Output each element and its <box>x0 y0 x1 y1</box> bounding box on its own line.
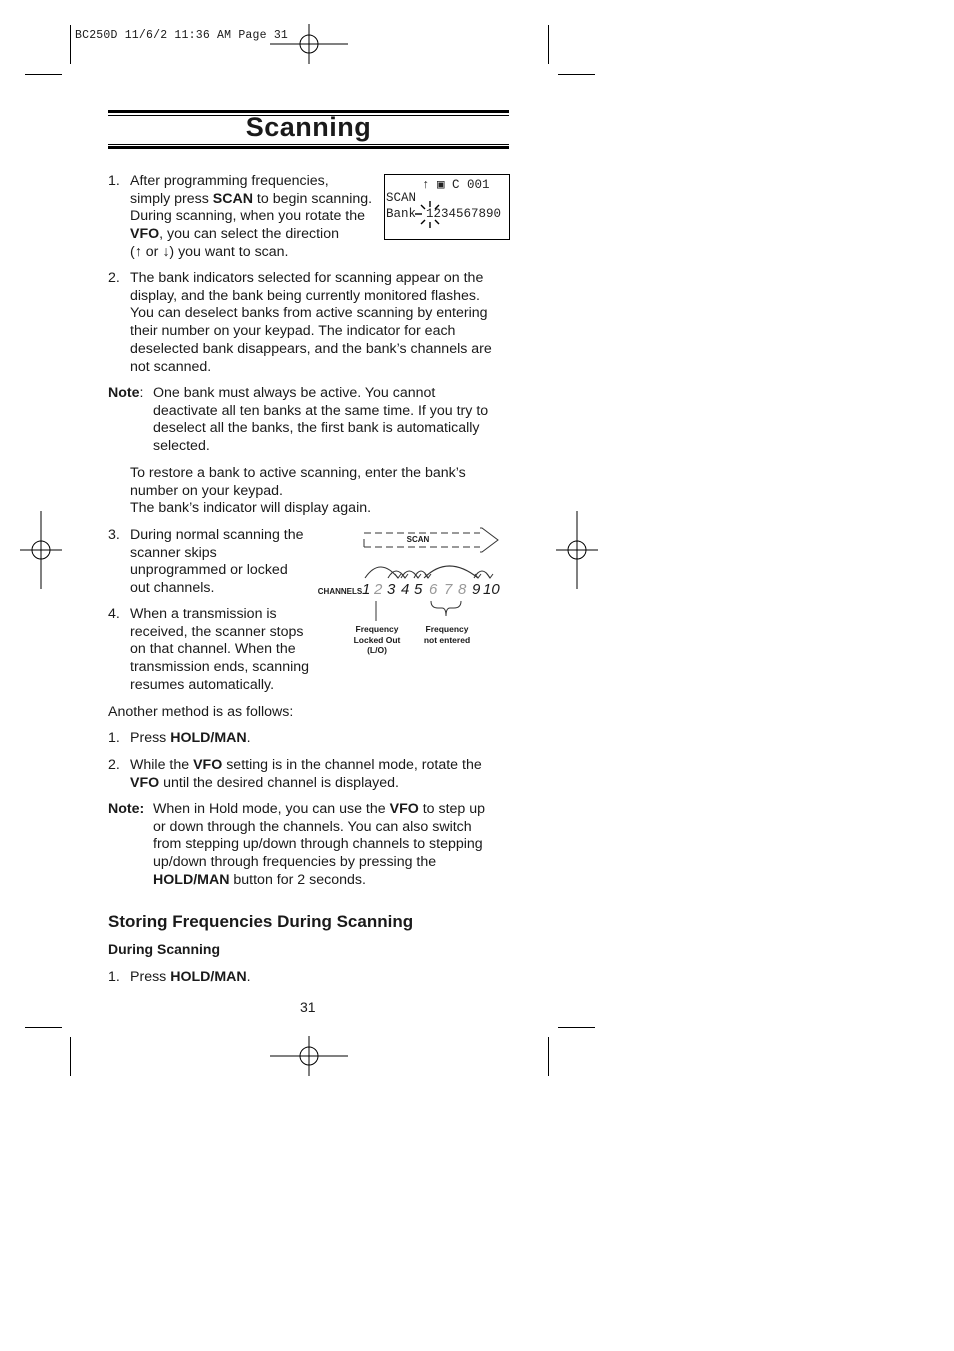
channel-3: 3 <box>387 581 396 598</box>
page-number: 31 <box>300 999 316 1015</box>
step-number: 3. <box>108 527 120 543</box>
step-4-text: When a transmission is received, the scanner stops on that channel. When the transmission ends, scanning resumes automatically. <box>130 606 310 693</box>
storing-step-1: Press HOLD/MAN. <box>130 969 251 985</box>
step-number: 1. <box>108 173 120 189</box>
step-number: 2. <box>108 757 120 773</box>
crop-mark <box>558 1027 595 1028</box>
channel-10: 10 <box>483 581 500 598</box>
title-rule-bottom-thin <box>108 144 509 145</box>
channel-5: 5 <box>414 581 423 598</box>
note-1-text: One bank must always be active. You cannot deactivate all ten banks at the same time. If you try to deselect all the banks, the first bank is automatically selected. <box>153 385 489 455</box>
another-method-text: Another method is as follows: <box>108 704 294 720</box>
crop-mark <box>548 1037 549 1076</box>
title-rule-bottom <box>108 146 509 149</box>
channel-2: 2 <box>374 581 383 598</box>
step-number: 2. <box>108 270 120 286</box>
step-2-text: The bank indicators selected for scanning appear on the display, and the bank being currently monitored flashes. You can deselect banks from active scanning by entering their number on your keypad. The indicator for each deselected bank disappears, and the bank’s channels are not scanned. <box>130 270 492 375</box>
step-1-text: After programming frequencies, simply press SCAN to begin scanning. During scanning, when you rotate the VFO, you can select the direction (↑ or ↓) you want to scan. <box>130 173 373 260</box>
not-entered-caption: Frequency not entered <box>423 624 471 645</box>
channel-4: 4 <box>401 581 410 598</box>
lcd-bank-label: Bank <box>386 207 417 221</box>
crop-mark <box>25 74 62 75</box>
lcd-scan-label: SCAN <box>386 191 417 205</box>
channel-9: 9 <box>472 581 481 598</box>
channel-7: 7 <box>444 581 453 598</box>
channel-1: 1 <box>362 581 371 598</box>
lcd-bank-digits: 1234567890 <box>426 207 502 221</box>
channels-label: CHANNELS <box>317 587 363 596</box>
print-slug: BC250D 11/6/2 11:36 AM Page 31 <box>75 29 289 42</box>
registration-mark-left <box>20 511 64 591</box>
scan-diagram <box>310 520 510 665</box>
lcd-display <box>384 174 510 240</box>
crop-mark <box>558 74 595 75</box>
method-step-1: Press HOLD/MAN. <box>130 730 251 746</box>
page-title: Scanning <box>245 112 372 142</box>
method-step-2: While the VFO setting is in the channel mode, rotate the VFO until the desired channel is displayed. <box>130 757 482 791</box>
section-heading: Storing Frequencies During Scanning <box>108 912 414 931</box>
note-label: Note: <box>108 801 145 817</box>
step-number: 4. <box>108 606 120 622</box>
crop-mark <box>25 1027 62 1028</box>
lcd-top-row: ↑ ▣ C 001 <box>422 178 490 192</box>
flash-indicator-icon <box>415 201 445 229</box>
note-label: Note: <box>108 385 144 401</box>
crop-mark <box>70 25 71 64</box>
step-3-text: During normal scanning the scanner skips unprogrammed or locked out channels. <box>130 527 304 597</box>
scan-label: SCAN <box>406 535 430 544</box>
registration-mark-bottom <box>270 1036 350 1076</box>
crop-mark <box>548 25 549 64</box>
note-2-text: When in Hold mode, you can use the VFO to step up or down through the channels. You can also switch from stepping up/down through channels to stepping up/down through frequencies by pressing the HOLD/MAN button for 2 seconds. <box>153 801 486 888</box>
step-number: 1. <box>108 730 120 746</box>
crop-mark <box>70 1037 71 1076</box>
subsection-heading: During Scanning <box>108 941 220 957</box>
step-number: 1. <box>108 969 120 985</box>
channel-8: 8 <box>458 581 467 598</box>
restore-text: To restore a bank to active scanning, enter the bank’s number on your keypad. The bank’s indicator will display again. <box>130 465 466 517</box>
locked-out-caption: Frequency Locked Out (L/O) <box>353 624 401 655</box>
channel-6: 6 <box>429 581 438 598</box>
registration-mark-right <box>556 511 600 591</box>
